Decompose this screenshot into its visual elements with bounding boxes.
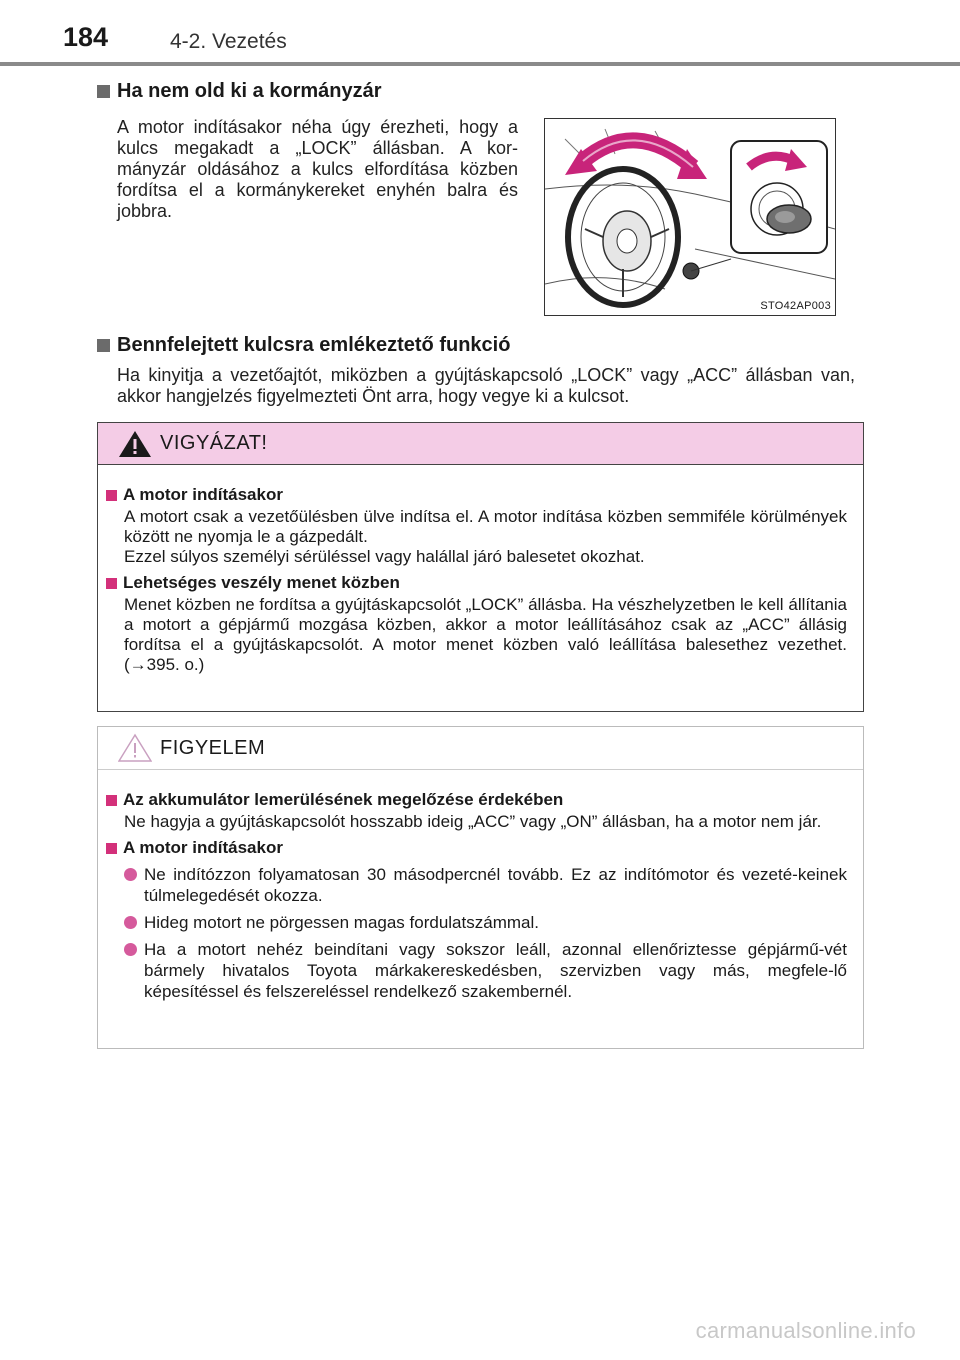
square-bullet-icon <box>97 85 110 98</box>
notice-item-text: Ne hagyja a gyújtáskapcsolót hosszabb ideig „ACC” vagy „ON” állásban, ha a motor nem jár. <box>124 812 822 831</box>
notice-item-title: A motor indításakor <box>106 838 847 858</box>
square-bullet-icon <box>106 578 117 589</box>
section-key-reminder-text: Ha kinyitja a vezetőajtót, miközben a gyújtáskapcsoló „LOCK” vagy „ACC” állásban van, akkor hangjelzés figyelmezteti Önt arra, hogy vegye ki a kulcsot. <box>117 365 855 406</box>
section-title-steering-lock: Ha nem old ki a kormányzár <box>97 80 382 103</box>
illustration-code: STO42AP003 <box>760 300 831 312</box>
square-bullet-icon <box>106 795 117 806</box>
notice-bullet: Ha a motort nehéz beindítani vagy sokszor leáll, azonnal ellenőriztesse gépjármű-vét bármely hivatalos Toyota márkakereskedésben, szervizben vagy más, megfele-lő képesítéssel és felszereléssel rendelkező szakembernél. <box>106 939 847 1002</box>
caution-item-text: A motort csak a vezetőülésben ülve indítsa el. A motor indítása közben semmiféle körülmények között ne nyomja le a gázpedált. <box>124 507 847 546</box>
caution-body <box>98 465 863 675</box>
circle-bullet-icon <box>124 868 137 881</box>
watermark-footer: carmanualsonline.info <box>695 1318 916 1343</box>
notice-header <box>98 727 863 770</box>
header-divider <box>0 62 960 66</box>
chapter-title: 4-2. Vezetés <box>170 30 287 53</box>
section-title-key-reminder: Bennfelejtett kulcsra emlékeztető funkció <box>97 334 510 357</box>
square-bullet-icon <box>106 490 117 501</box>
circle-bullet-icon <box>124 943 137 956</box>
caution-header <box>98 423 863 465</box>
notice-box <box>97 726 864 1049</box>
notice-triangle-icon <box>118 733 152 763</box>
steering-wheel-key-drawing <box>545 119 835 315</box>
square-bullet-icon <box>97 339 110 352</box>
steering-wheel-illustration <box>544 118 836 316</box>
caution-heading: VIGYÁZAT! <box>160 432 268 454</box>
page-number: 184 <box>63 22 109 52</box>
caution-item-title: A motor indításakor <box>106 485 847 505</box>
warning-triangle-icon <box>118 429 152 459</box>
caution-item-title: Lehetséges veszély menet közben <box>106 573 847 593</box>
notice-body <box>98 770 863 1002</box>
caution-box <box>97 422 864 712</box>
notice-bullet: Ne indítózzon folyamatosan 30 másodpercnél tovább. Ez az indítómotor és vezeté-keinek túlmelegedését okozza. <box>106 864 847 906</box>
caution-item-text: Ezzel súlyos személyi sérüléssel vagy halállal járó balesetet okozhat. <box>124 547 645 566</box>
notice-bullet: Hideg motort ne pörgessen magas fordulatszámmal. <box>106 912 847 933</box>
square-bullet-icon <box>106 843 117 854</box>
section-steering-lock-text: A motor indításakor néha úgy érezheti, hogy a kulcs megakadt a „LOCK” állásban. A kor-mányzár oldásához a kulcs elfordítása közben fordítsa el a kormánykereket enyhén balra és jobbra. <box>117 117 518 221</box>
notice-heading: FIGYELEM <box>160 736 266 759</box>
caution-item-text: Menet közben ne fordítsa a gyújtáskapcsolót „LOCK” állásba. Ha vészhelyzetben le kell állítania a motort a gépjármű mozgása közben, akkor a motor leállításához csak az „ACC” állásig fordítsa el a gyújtáskapcsolót. A motor menet közben való leállítása balesethez vezethet. (→395. o.) <box>124 595 847 674</box>
page-header <box>0 0 960 66</box>
notice-item-title: Az akkumulátor lemerülésének megelőzése érdekében <box>106 790 847 810</box>
circle-bullet-icon <box>124 916 137 929</box>
